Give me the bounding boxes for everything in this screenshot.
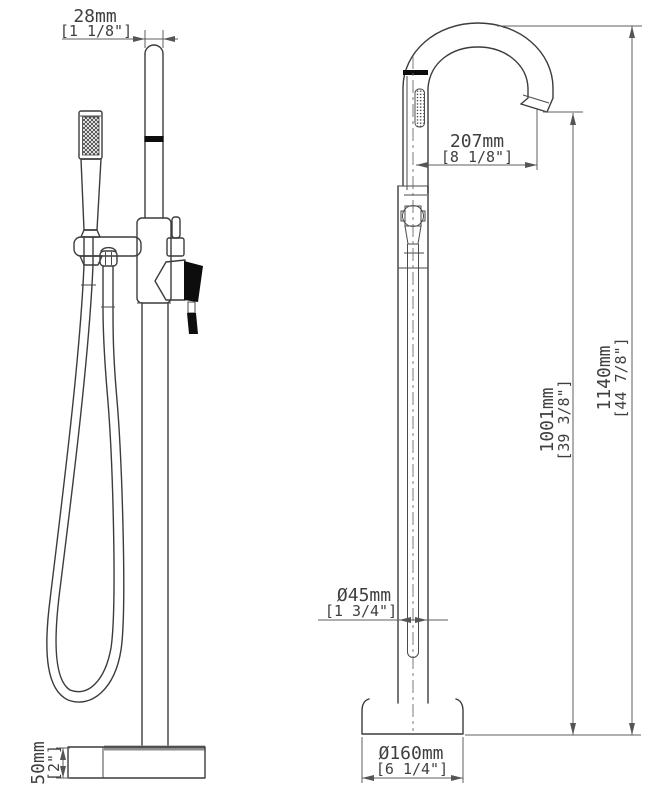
base-plate-front (68, 746, 205, 779)
left-view-faucet-with-handshower (47, 45, 205, 778)
base-plate-side (362, 699, 463, 734)
floor-column (142, 303, 168, 747)
right-view-spout (362, 23, 553, 734)
dim-base-height (28, 741, 70, 784)
dim-spout-height (537, 112, 583, 735)
riser-diameter-inch-label: [1 1/8"] (59, 22, 133, 40)
internal-joint (401, 56, 425, 731)
riser-trim-band (144, 136, 163, 142)
valve-body (137, 218, 171, 303)
handshower-wand (79, 111, 102, 237)
column-diameter-mm-label: Ø45mm (336, 585, 392, 606)
dim-base-diameter (362, 737, 463, 783)
lever-blade (184, 261, 203, 302)
spout-collar-band (403, 70, 428, 75)
base-height-mm-label: 50mm (28, 741, 49, 785)
base-diameter-inch-label: [6 1/4"] (375, 760, 449, 778)
overall-height-inch-label: [44 7/8"] (612, 337, 630, 419)
spout-height-mm-label: 1001mm (537, 387, 558, 453)
dim-riser-diameter (60, 6, 178, 48)
riser-pipe (144, 45, 163, 218)
spray-face (83, 117, 100, 155)
temperature-handle (155, 217, 203, 334)
lever-rod (187, 313, 198, 334)
spout-reach-mm-label: 207mm (449, 131, 505, 152)
dim-spout-reach (416, 108, 537, 170)
gooseneck-spout (403, 23, 553, 193)
dimension-annotations (28, 6, 642, 785)
knurled-grip (415, 89, 425, 127)
spout-height-inch-label: [39 3/8"] (555, 379, 573, 461)
column-diameter-inch-label: [1 3/4"] (324, 602, 398, 620)
base-height-inch-label: [2"] (45, 744, 63, 782)
base-diameter-mm-label: Ø160mm (378, 743, 444, 764)
overall-height-mm-label: 1140mm (594, 345, 615, 411)
spout-reach-inch-label: [8 1/8"] (440, 148, 514, 166)
riser-diameter-mm-label: 28mm (73, 6, 117, 27)
